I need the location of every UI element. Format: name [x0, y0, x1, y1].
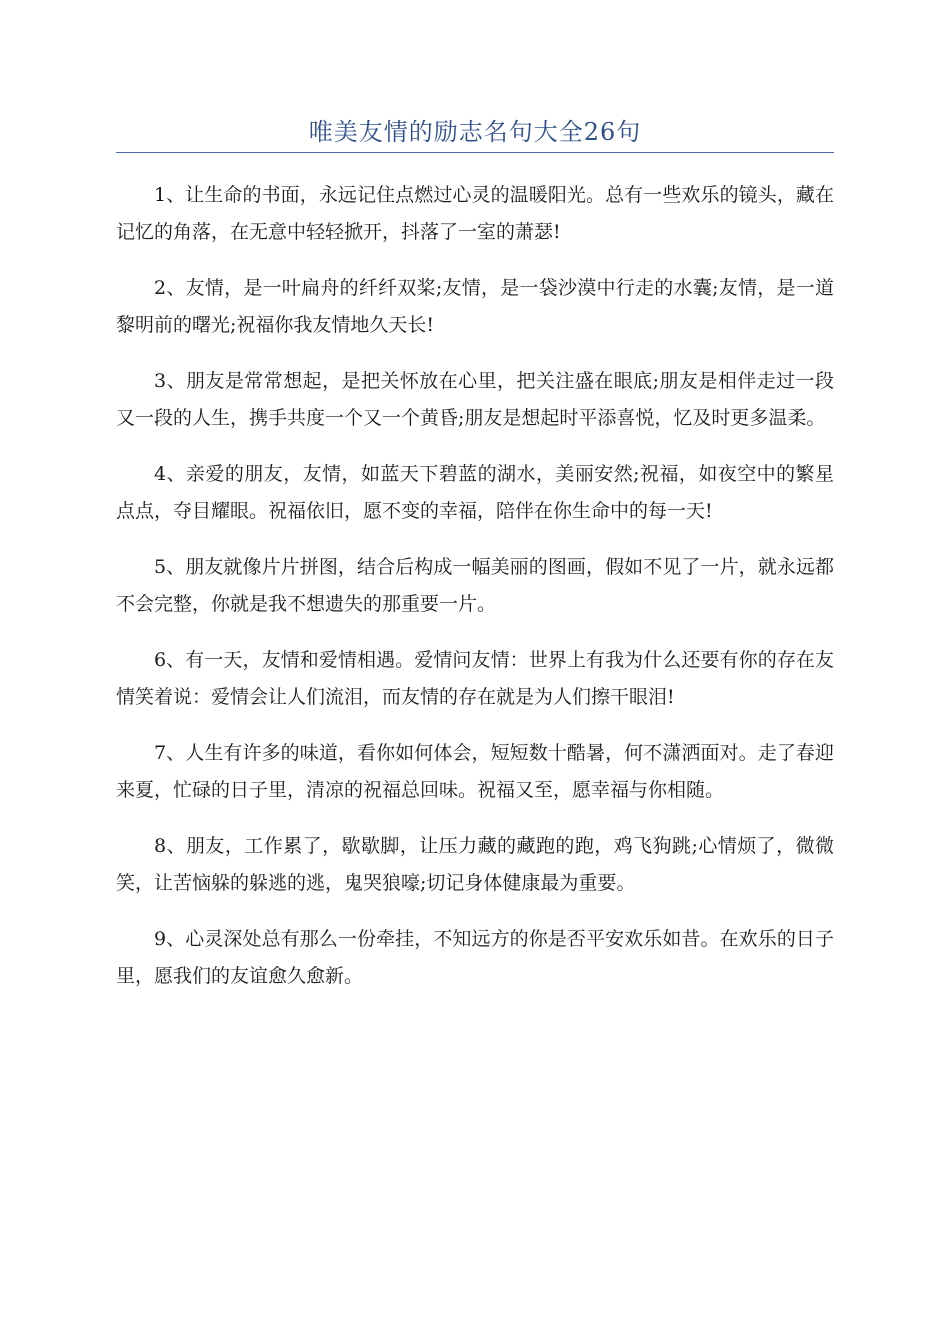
- document-body: [116, 177, 834, 995]
- quote-paragraph-8: 8、朋友，工作累了，歇歇脚，让压力藏的藏跑的跑，鸡飞狗跳;心情烦了，微微笑，让苦恼躲的躲逃的逃，鬼哭狼嚎;切记身体健康最为重要。: [116, 835, 834, 894]
- quote-paragraph-6: 6、有一天，友情和爱情相遇。爱情问友情：世界上有我为什么还要有你的存在友情笑着说：爱情会让人们流泪，而友情的存在就是为人们擦干眼泪!: [116, 649, 834, 708]
- quote-paragraph-3: 3、朋友是常常想起，是把关怀放在心里，把关注盛在眼底;朋友是相伴走过一段又一段的人生，携手共度一个又一个黄昏;朋友是想起时平添喜悦，忆及时更多温柔。: [116, 370, 834, 429]
- quote-paragraph-5: 5、朋友就像片片拼图，结合后构成一幅美丽的图画，假如不见了一片，就永远都不会完整，你就是我不想遗失的那重要一片。: [116, 556, 834, 615]
- quote-paragraph-1: 1、让生命的书面，永远记住点燃过心灵的温暖阳光。总有一些欢乐的镜头，藏在记忆的角落，在无意中轻轻掀开，抖落了一室的萧瑟!: [116, 184, 834, 243]
- quote-paragraph-7: 7、人生有许多的味道，看你如何体会，短短数十酷暑，何不潇洒面对。走了春迎来夏，忙碌的日子里，清凉的祝福总回味。祝福又至，愿幸福与你相随。: [116, 742, 834, 801]
- title-underline: [116, 152, 834, 153]
- document-title: 唯美友情的励志名句大全26句: [308, 118, 642, 146]
- document-page: [116, 112, 834, 1014]
- quote-paragraph-2: 2、友情，是一叶扁舟的纤纤双桨;友情，是一袋沙漠中行走的水囊;友情，是一道黎明前的曙光;祝福你我友情地久天长!: [116, 277, 834, 336]
- quote-paragraph-4: 4、亲爱的朋友，友情，如蓝天下碧蓝的湖水，美丽安然;祝福，如夜空中的繁星点点，夺目耀眼。祝福依旧，愿不变的幸福，陪伴在你生命中的每一天!: [116, 463, 834, 522]
- quote-paragraph-9: 9、心灵深处总有那么一份牵挂，不知远方的你是否平安欢乐如昔。在欢乐的日子里，愿我们的友谊愈久愈新。: [116, 928, 834, 987]
